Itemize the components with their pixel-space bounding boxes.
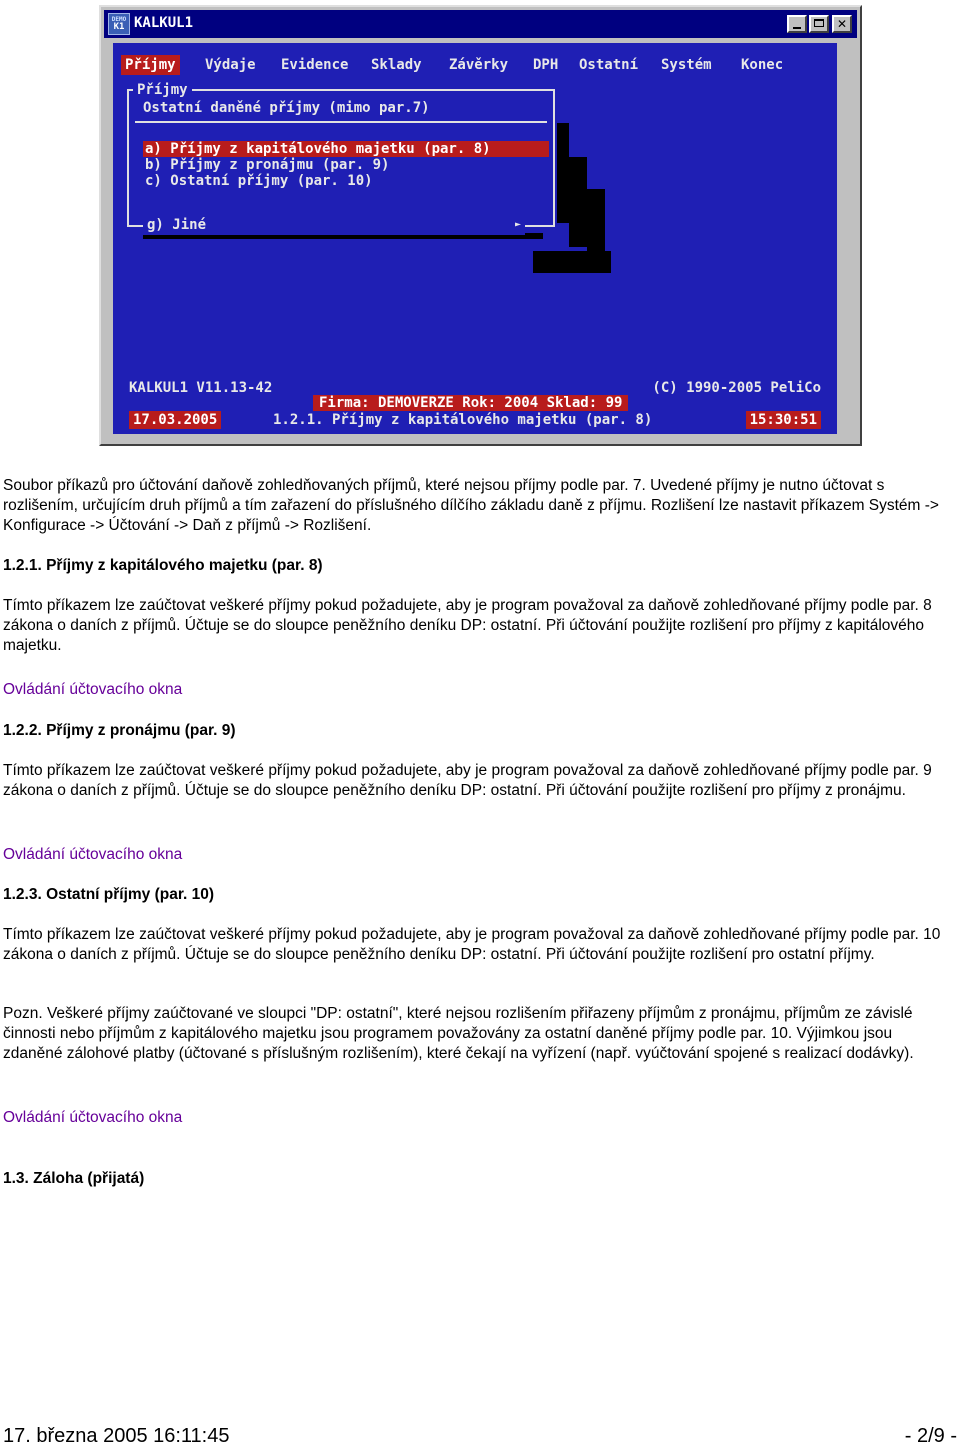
panel-shadow [533, 251, 611, 273]
app-icon [108, 13, 130, 35]
footer-datetime: 17. března 2005 16:11:45 [3, 1425, 230, 1447]
panel-shadow [569, 157, 587, 247]
menu-item-kapitalovy-majetek[interactable]: a) Příjmy z kapitálového majetku (par. 8) [143, 141, 549, 157]
window-titlebar [104, 10, 857, 38]
submenu-title: Příjmy [133, 81, 192, 99]
note-paragraph: Pozn. Veškeré příjmy zaúčtované ve sloupci "DP: ostatní", které nejsou rozlišením přiřazeny příjmům z pronájmu, příjmům ze závislé činnosti nebo příjmům z kapitálového majetku jsou programem považovány za ostatní daněné příjmy podle par. 10. Výjimkou jsou zdaněné zálohové platby (účtované s příslušným rozlišením), které čekají na vyřízení (např. vyúčtování spojené s realizací dodávky). [3, 1005, 914, 1062]
menu-ostatni[interactable]: Ostatní [579, 57, 639, 73]
link-ovladani-uctovaciho-okna[interactable]: Ovládání účtovacího okna [3, 681, 183, 698]
menu-sklady[interactable]: Sklady [371, 57, 422, 73]
window-title: KALKUL1 [134, 15, 194, 31]
menu-dph[interactable]: DPH [533, 57, 559, 73]
section-text-1-2-2: Tímto příkazem lze zaúčtovat veškeré příjmy pokud požadujete, aby je program považoval za daňově zohledňované příjmy podle par. 9 zákona o daních z příjmů. Účtuje se do sloupce peněžního deníku DP: ostatní. Při účtování použijte rozlišení pro příjmy z pronájmu. [3, 762, 932, 799]
menu-zaverky[interactable]: Závěrky [449, 57, 509, 73]
maximize-button[interactable] [809, 15, 829, 33]
menu-item-pronajem[interactable]: b) Příjmy z pronájmu (par. 9) [145, 157, 390, 173]
submenu-subtitle: Ostatní daněné příjmy (mimo par.7) [143, 100, 430, 116]
app-icon-label: K1 [113, 22, 125, 32]
section-heading-1-2-2: 1.2.2. Příjmy z pronájmu (par. 9) [3, 722, 236, 739]
section-heading-1-2-1: 1.2.1. Příjmy z kapitálového majetku (par. 8) [3, 557, 323, 574]
menu-item-jine[interactable] [143, 215, 525, 235]
menu-item-ostatni-prijmy[interactable]: c) Ostatní příjmy (par. 10) [145, 173, 373, 189]
status-time: 15:30:51 [746, 411, 821, 429]
close-button[interactable] [832, 15, 852, 33]
link-ovladani-uctovaciho-okna[interactable]: Ovládání účtovacího okna [3, 846, 183, 863]
footer-page-number: - 2/9 - [904, 1425, 957, 1447]
minimize-icon [793, 27, 801, 29]
app-icon-top: DEMO [111, 16, 127, 23]
menu-item-jine-label: g) Jiné [147, 217, 207, 233]
minimize-button[interactable] [787, 15, 807, 33]
submenu-arrow-icon: ► [514, 219, 521, 230]
app-screenshot-window [99, 5, 862, 446]
status-copyright: (C) 1990-2005 PeliCo [652, 380, 821, 396]
status-date: 17.03.2005 [129, 411, 221, 429]
section-heading-1-3: 1.3. Záloha (přijatá) [3, 1170, 145, 1187]
link-ovladani-uctovaciho-okna[interactable]: Ovládání účtovacího okna [3, 1109, 183, 1126]
section-heading-1-2-3: 1.2.3. Ostatní příjmy (par. 10) [3, 886, 215, 903]
status-path: 1.2.1. Příjmy z kapitálového majetku (par. 8) [273, 412, 653, 428]
intro-paragraph: Soubor příkazů pro účtování daňově zohledňovaných příjmů, které nejsou příjmy podle par. 7. Uvedené příjmy je nutno účtovat s rozlišením, určujícím druh příjmů a tím zařazení do příslušného dílčího základu daně z příjmu. Rozlišení lze nastavit příkazem Systém -> Konfigurace -> Účtování -> Daň z příjmů -> Rozlišení. [3, 477, 939, 534]
submenu-divider [135, 121, 547, 123]
status-firm: Firma: DEMOVERZE Rok: 2004 Sklad: 99 [313, 395, 628, 411]
menu-konec[interactable]: Konec [741, 57, 784, 73]
menu-system[interactable]: Systém [661, 57, 712, 73]
dos-screen [113, 43, 837, 434]
menu-prijmy[interactable]: Příjmy [121, 55, 180, 75]
status-version: KALKUL1 V11.13-42 [129, 380, 273, 396]
maximize-icon [814, 19, 824, 27]
menu-evidence[interactable]: Evidence [281, 57, 349, 73]
close-icon: ✕ [836, 17, 848, 31]
section-text-1-2-1: Tímto příkazem lze zaúčtovat veškeré příjmy pokud požadujete, aby je program považoval za daňově zohledňované příjmy podle par. 8 zákona o daních z příjmů. Účtuje se do sloupce peněžního deníku DP: ostatní. Při účtování použijte rozlišení pro příjmy z kapitálového majetku. [3, 597, 932, 654]
menu-vydaje[interactable]: Výdaje [205, 57, 256, 73]
section-text-1-2-3: Tímto příkazem lze zaúčtovat veškeré příjmy pokud požadujete, aby je program považoval za daňově zohledňované příjmy podle par. 10 zákona o daních z příjmů. Účtuje se do sloupce peněžního deníku DP: ostatní. Při účtování použijte rozlišení pro ostatní příjmy. [3, 926, 941, 963]
panel-shadow [557, 123, 569, 223]
